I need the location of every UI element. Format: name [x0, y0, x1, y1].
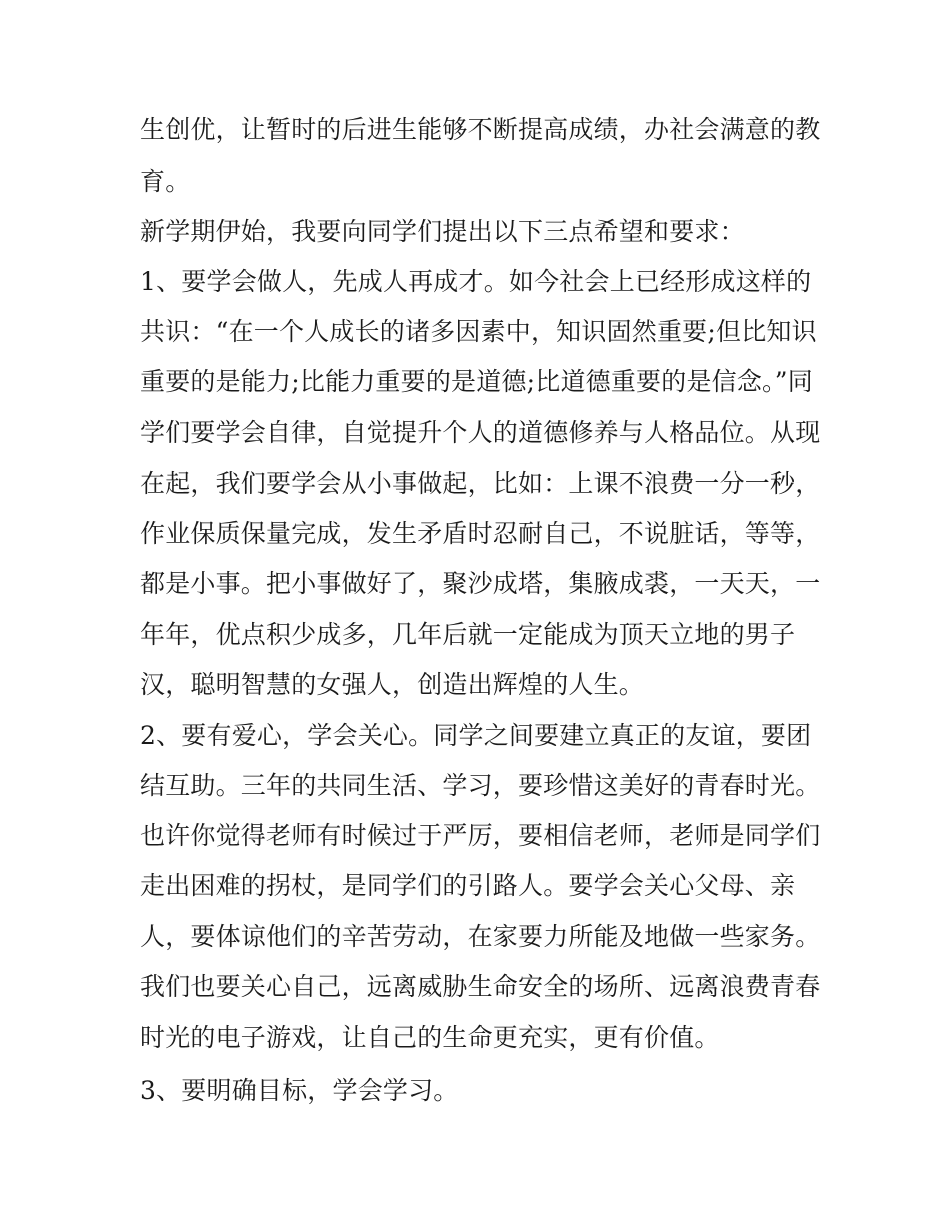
text-line: 都是小事。把小事做好了，聚沙成塔，集腋成裘，一天天，一 — [140, 569, 821, 598]
text-line: 2、要有爱心，学会关心。同学之间要建立真正的友谊，要团 — [140, 721, 812, 750]
text-line: 共识：“在一个人成长的诸多因素中，知识固然重要;但比知识 — [140, 317, 817, 346]
text-line: 汉，聪明智慧的女强人，创造出辉煌的人生。 — [140, 670, 645, 699]
text-line: 年年，优点积少成多，几年后就一定能成为顶天立地的男子 — [140, 620, 796, 649]
text-line: 学们要学会自律，自觉提升个人的道德修养与人格品位。从现 — [140, 418, 821, 447]
text-line: 我们也要关心自己，远离威胁生命安全的场所、远离浪费青春 — [140, 972, 821, 1001]
text-line: 新学期伊始，我要向同学们提出以下三点希望和要求： — [140, 217, 745, 246]
text-line: 1、要学会做人，先成人再成才。如今社会上已经形成这样的 — [140, 267, 812, 296]
text-line: 作业保质保量完成，发生矛盾时忍耐自己，不说脏话，等等， — [140, 519, 821, 548]
text-line: 时光的电子游戏，让自己的生命更充实，更有价值。 — [140, 1023, 720, 1052]
text-line: 重要的是能力;比能力重要的是道德;比道德重要的是信念。”同 — [140, 367, 813, 396]
text-line: 生创优，让暂时的后进生能够不断提高成绩，办社会满意的教 — [140, 115, 821, 144]
text-line: 在起，我们要学会从小事做起，比如：上课不浪费一分一秒， — [140, 469, 821, 498]
text-line: 结互助。三年的共同生活、学习，要珍惜这美好的青春时光。 — [140, 771, 821, 800]
text-line: 走出困难的拐杖，是同学们的引路人。要学会关心父母、亲 — [140, 871, 796, 900]
text-line: 3、要明确目标，学会学习。 — [140, 1076, 459, 1105]
text-line: 人，要体谅他们的辛苦劳动，在家要力所能及地做一些家务。 — [140, 922, 821, 951]
text-line: 也许你觉得老师有时候过于严厉，要相信老师，老师是同学们 — [140, 821, 821, 850]
text-line: 育。 — [140, 167, 191, 196]
